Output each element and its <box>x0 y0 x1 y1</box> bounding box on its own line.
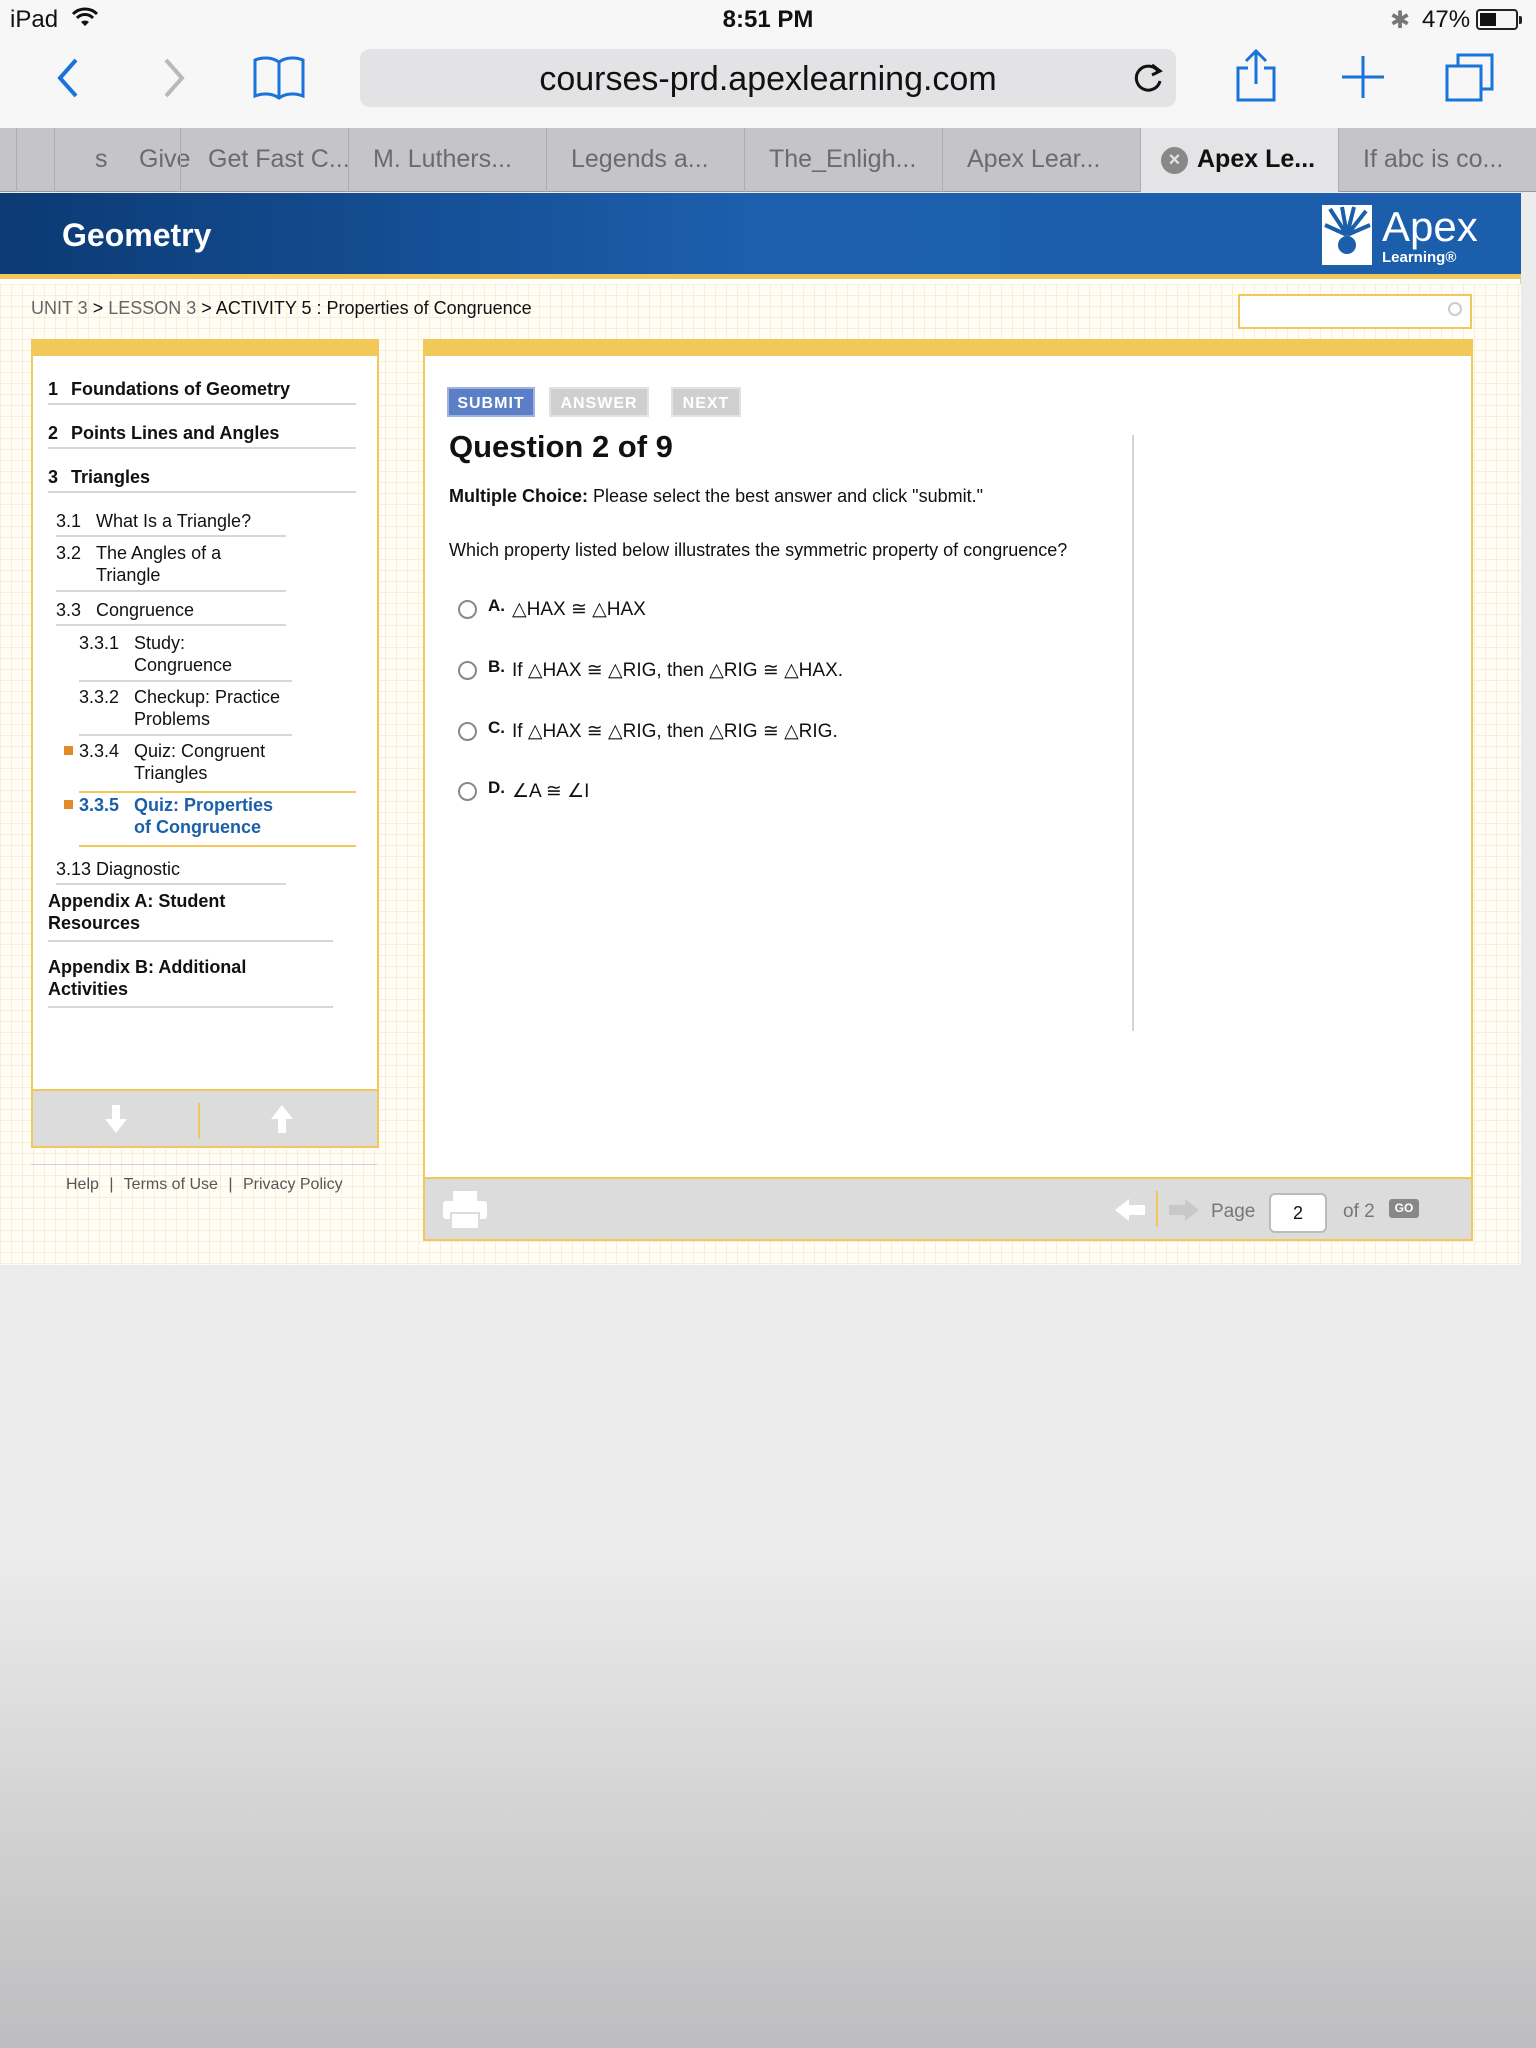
radio-button[interactable] <box>458 600 477 619</box>
tab-label: Apex Le... <box>1197 145 1316 173</box>
outline-item-appendix-a[interactable] <box>48 890 333 942</box>
bluetooth-icon: ✱ <box>1390 7 1411 34</box>
option-letter: D. <box>488 778 505 797</box>
option-letter: A. <box>488 596 505 615</box>
item-label: Checkup: Practice Problems <box>134 687 281 729</box>
tab-6[interactable] <box>744 128 942 192</box>
item-num: 3.3 <box>56 600 82 620</box>
item-label: Appendix A: Student Resources <box>48 891 226 933</box>
item-num: 2 <box>48 423 59 443</box>
progress-marker <box>64 800 73 809</box>
outline-item-3-2[interactable] <box>56 542 286 592</box>
pagination-bar <box>425 1177 1471 1239</box>
outline-item-appendix-b[interactable] <box>48 956 333 1008</box>
back-icon[interactable] <box>54 56 82 100</box>
web-page <box>0 193 1521 1265</box>
next-page-icon[interactable] <box>1169 1199 1199 1221</box>
content-area <box>0 284 1521 1265</box>
answer-button[interactable]: ANSWER <box>549 387 649 417</box>
device-label: iPad <box>10 6 59 33</box>
divider <box>1156 1191 1158 1227</box>
item-label: Points Lines and Angles <box>71 423 280 443</box>
course-header <box>0 193 1521 279</box>
battery-percent: 47% <box>1422 6 1471 33</box>
submit-button[interactable]: SUBMIT <box>447 387 535 417</box>
tab-label: If abc is co... <box>1363 145 1504 173</box>
status-bar <box>0 0 1536 40</box>
course-outline <box>31 339 379 1148</box>
tab-label: Give <box>139 145 191 173</box>
item-label: Foundations of Geometry <box>71 379 291 399</box>
footer-sep: | <box>228 1176 233 1193</box>
instructions-label: Multiple Choice: <box>449 486 588 506</box>
scroll-down-icon[interactable] <box>105 1105 127 1133</box>
tab-strip <box>0 128 1536 192</box>
share-icon[interactable] <box>1234 48 1278 104</box>
tab-label: Apex Lear... <box>967 145 1101 173</box>
close-tab-icon[interactable]: × <box>1161 147 1188 174</box>
divider <box>198 1103 200 1139</box>
outline-scroll-bar <box>33 1089 377 1146</box>
page-number-input[interactable]: 2 <box>1269 1193 1327 1233</box>
outline-item-3-3[interactable] <box>56 599 286 626</box>
progress-marker <box>64 746 73 755</box>
item-num: 3.3.5 <box>79 795 120 815</box>
outline-item-3-3-1[interactable] <box>79 632 292 682</box>
privacy-link[interactable]: Privacy Policy <box>242 1176 343 1193</box>
outline-item-2[interactable] <box>48 422 356 449</box>
item-label: Appendix B: Additional Activities <box>48 957 247 999</box>
new-tab-icon[interactable] <box>1340 54 1386 100</box>
item-label: Study: Congruence <box>134 633 233 675</box>
apex-logo-icon <box>1322 205 1372 265</box>
url-text: courses-prd.apexlearning.com <box>539 60 997 98</box>
item-label: Quiz: Congruent Triangles <box>134 741 266 783</box>
reload-icon[interactable] <box>1132 61 1164 95</box>
item-label: The Angles of a Triangle <box>96 543 222 585</box>
option-text: If △HAX ≅ △RIG, then △RIG ≅ △RIG. <box>512 721 838 742</box>
search-icon[interactable] <box>1448 302 1462 316</box>
option-text: △HAX ≅ △HAX <box>512 599 646 620</box>
instructions-text: Please select the best answer and click "submit." <box>593 486 983 506</box>
address-bar[interactable] <box>360 49 1176 107</box>
divider <box>1132 435 1134 1031</box>
item-num: 3 <box>48 467 59 487</box>
tab-active[interactable] <box>1140 128 1338 192</box>
divider <box>31 1164 377 1165</box>
item-label: What Is a Triangle? <box>96 511 252 531</box>
breadcrumb-sep: > <box>92 298 104 318</box>
page-label: Page <box>1211 1201 1256 1222</box>
footer-sep: | <box>109 1176 114 1193</box>
browser-toolbar <box>0 40 1536 128</box>
tab-7[interactable] <box>942 128 1140 192</box>
breadcrumb-activity: ACTIVITY 5 : Properties of Congruence <box>215 298 532 318</box>
tab-label: Get Fast C... <box>208 145 350 173</box>
previous-page-icon[interactable] <box>1115 1199 1145 1221</box>
outline-item-3-3-5-current[interactable] <box>79 794 356 847</box>
option-text: ∠A ≅ ∠I <box>512 781 590 802</box>
tab-label: The_Enligh... <box>769 145 917 173</box>
radio-button[interactable] <box>458 722 477 741</box>
outline-item-3-3-4[interactable] <box>79 740 356 793</box>
apex-logo <box>1322 203 1478 269</box>
battery-icon <box>1476 9 1518 30</box>
tab-1[interactable] <box>16 128 108 192</box>
outline-item-3[interactable] <box>48 466 356 493</box>
item-label: Quiz: Properties of Congruence <box>134 795 274 837</box>
logo-name: Apex <box>1382 203 1478 250</box>
outline-item-3-1[interactable] <box>56 510 286 537</box>
tab-2[interactable] <box>54 128 191 192</box>
item-label: Diagnostic <box>96 859 181 879</box>
tab-9[interactable] <box>1338 128 1536 192</box>
item-num: 3.3.1 <box>79 633 120 653</box>
search-input[interactable] <box>1238 294 1472 329</box>
breadcrumb <box>31 298 532 319</box>
item-num: 3.3.4 <box>79 741 120 761</box>
outline-item-3-3-2[interactable] <box>79 686 292 736</box>
tab-4[interactable] <box>348 128 546 192</box>
footer-links <box>66 1176 349 1194</box>
quiz-panel <box>423 339 1473 1241</box>
print-icon[interactable] <box>443 1191 487 1229</box>
item-num: 1 <box>48 379 59 399</box>
breadcrumb-unit[interactable]: UNIT 3 <box>31 298 88 318</box>
item-num: 3.1 <box>56 511 82 531</box>
breadcrumb-lesson[interactable]: LESSON 3 <box>108 298 197 318</box>
item-num: 3.2 <box>56 543 82 563</box>
next-button[interactable]: NEXT <box>671 387 741 417</box>
clock: 8:51 PM <box>722 6 814 33</box>
forward-icon[interactable] <box>160 56 188 100</box>
item-num: 3.13 <box>56 859 92 879</box>
outline-item-diagnostic[interactable] <box>56 858 286 885</box>
radio-button[interactable] <box>458 661 477 680</box>
course-title: Geometry <box>62 217 212 253</box>
help-link[interactable]: Help <box>66 1176 99 1193</box>
terms-link[interactable]: Terms of Use <box>123 1176 218 1193</box>
logo-sub: Learning® <box>1382 249 1457 266</box>
question-title: Question 2 of 9 <box>449 429 673 464</box>
tab-3[interactable] <box>180 128 348 192</box>
tab-5[interactable] <box>546 128 744 192</box>
page-total: of 2 <box>1343 1201 1375 1222</box>
radio-button[interactable] <box>458 782 477 801</box>
item-label: Triangles <box>71 467 151 487</box>
question-instructions <box>449 486 983 507</box>
tab-label: Legends a... <box>571 145 709 173</box>
tab-label: M. Luthers... <box>373 145 512 173</box>
option-letter: B. <box>488 657 505 676</box>
option-letter: C. <box>488 718 505 737</box>
item-label: Congruence <box>96 600 195 620</box>
breadcrumb-sep: > <box>201 298 212 318</box>
option-text: If △HAX ≅ △RIG, then △RIG ≅ △HAX. <box>512 660 844 681</box>
bookmarks-icon[interactable] <box>252 54 306 100</box>
tab-label: s <box>95 145 108 173</box>
question-text: Which property listed below illustrates the symmetric property of congruence? <box>449 540 1068 560</box>
item-num: 3.3.2 <box>79 687 120 707</box>
scroll-up-icon[interactable] <box>271 1105 293 1133</box>
tabs-overview-icon[interactable] <box>1444 52 1496 102</box>
outline-item-1[interactable] <box>48 378 356 405</box>
go-button[interactable]: GO <box>1389 1199 1419 1218</box>
